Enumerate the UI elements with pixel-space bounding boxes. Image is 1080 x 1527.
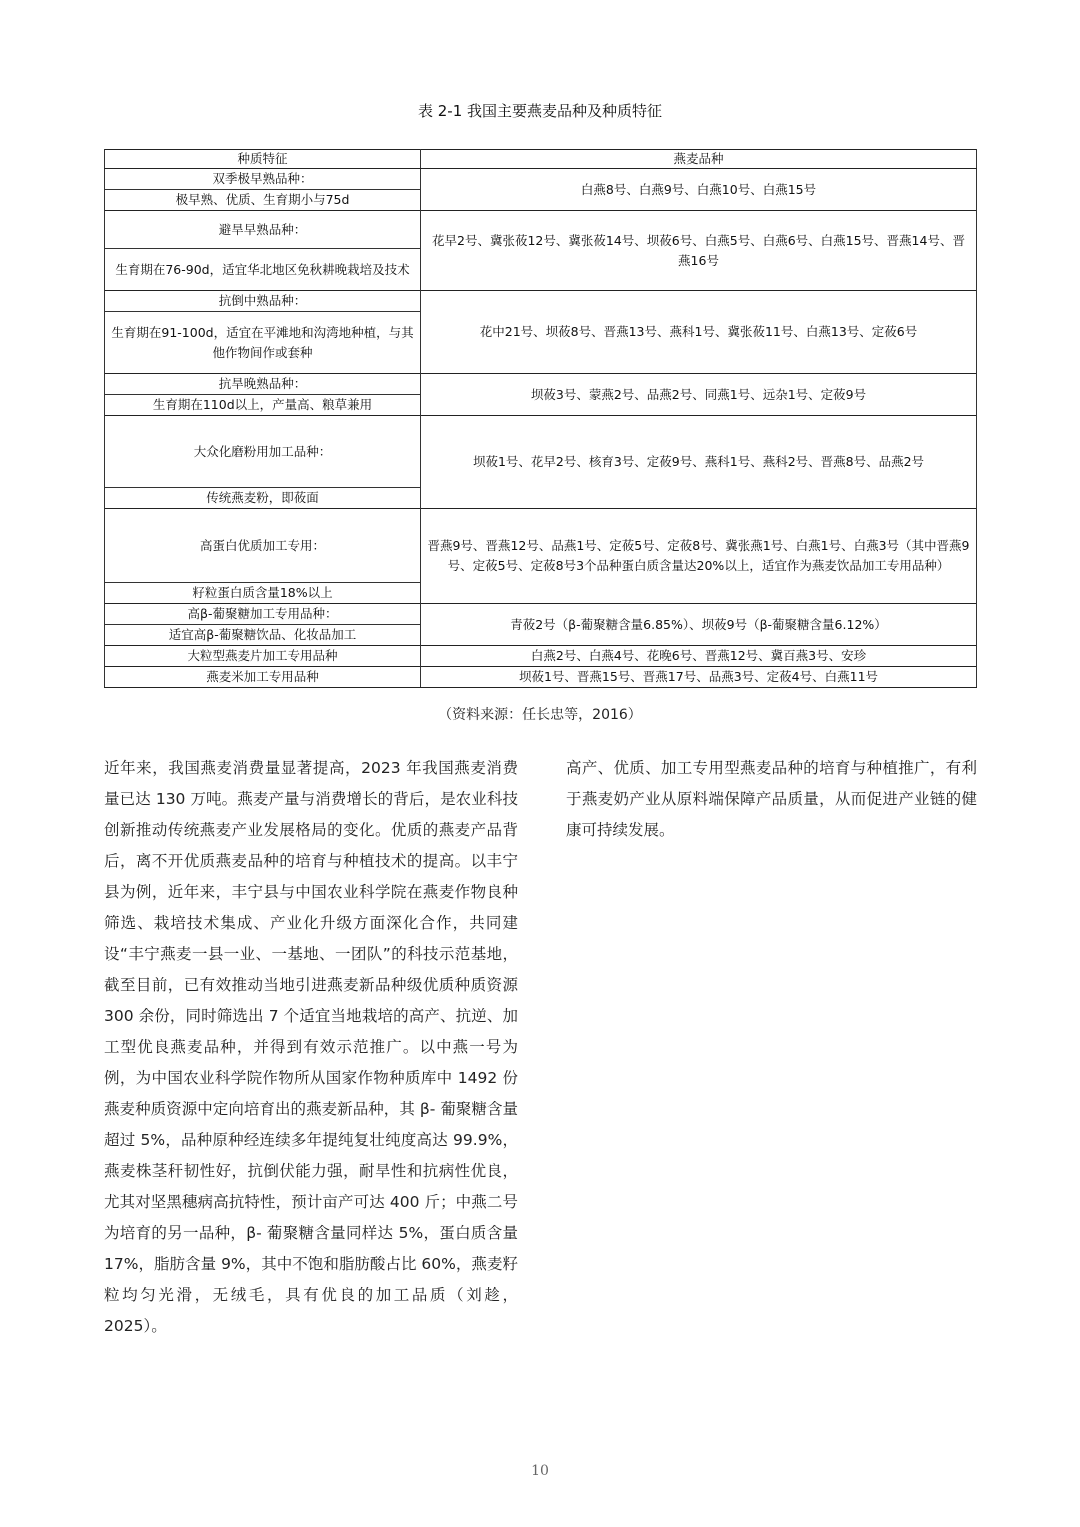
feature-cell: 高β-葡聚糖加工专用品种： (105, 604, 421, 625)
variety-cell: 坝莜1号、晋燕15号、晋燕17号、品燕3号、定莜4号、白燕11号 (421, 667, 977, 688)
feature-cell: 燕麦米加工专用品种 (105, 667, 421, 688)
variety-cell: 白燕2号、白燕4号、花晚6号、晋燕12号、冀百燕3号、安珍 (421, 646, 977, 667)
feature-cell: 抗倒中熟品种： (105, 291, 421, 312)
feature-cell: 大粒型燕麦片加工专用品种 (105, 646, 421, 667)
feature-cell: 生育期在76-90d，适宜华北地区免秋耕晚栽培及技术 (105, 249, 421, 291)
feature-cell: 大众化磨粉用加工品种： (105, 416, 421, 488)
variety-cell: 花早2号、冀张莜12号、冀张莜14号、坝莜6号、白燕5号、白燕6号、白燕15号、晋燕14号、晋燕16号 (421, 211, 977, 291)
variety-table (104, 149, 977, 688)
feature-cell: 抗旱晚熟品种： (105, 374, 421, 395)
body-paragraph: 高产、优质、加工专用型燕麦品种的培育与种植推广，有利于燕麦奶产业从原料端保障产品质量，从而促进产业链的健康可持续发展。 (566, 759, 977, 839)
table-source: （资料来源：任长忠等，2016） (438, 707, 642, 723)
feature-cell: 适宜高β-葡聚糖饮品、化妆品加工 (105, 625, 421, 646)
feature-cell: 避旱早熟品种： (105, 211, 421, 249)
header-variety: 燕麦品种 (421, 150, 977, 169)
feature-cell: 双季极早熟品种： (105, 169, 421, 190)
feature-cell: 高蛋白优质加工专用： (105, 509, 421, 583)
feature-cell: 极早熟、优质、生育期小与75d (105, 190, 421, 211)
page-number: 10 (531, 1463, 549, 1479)
feature-cell: 生育期在110d以上，产量高、粮草兼用 (105, 395, 421, 416)
variety-cell: 青莜2号（β-葡聚糖含量6.85%）、坝莜9号（β-葡聚糖含量6.12%） (421, 604, 977, 646)
variety-cell: 坝莜3号、蒙燕2号、品燕2号、同燕1号、远杂1号、定莜9号 (421, 374, 977, 416)
feature-cell: 生育期在91-100d，适宜在平滩地和沟湾地种植，与其他作物间作或套种 (105, 312, 421, 374)
feature-cell: 籽粒蛋白质含量18%以上 (105, 583, 421, 604)
feature-cell: 传统燕麦粉，即莜面 (105, 488, 421, 509)
body-right-column (566, 753, 977, 846)
variety-cell: 晋燕9号、晋燕12号、品燕1号、定莜5号、定莜8号、冀张燕1号、白燕1号、白燕3号（其中晋燕9号、定莜5号、定莜8号3个品种蛋白质含量达20%以上，适宜作为燕麦饮品加工专用品种） (421, 509, 977, 604)
header-feature: 种质特征 (105, 150, 421, 169)
variety-cell: 花中21号、坝莜8号、晋燕13号、燕科1号、冀张莜11号、白燕13号、定莜6号 (421, 291, 977, 374)
body-left-column (104, 753, 518, 1342)
body-paragraph: 近年来，我国燕麦消费量显著提高，2023 年我国燕麦消费量已达 130 万吨。燕麦产量与消费增长的背后，是农业科技创新推动传统燕麦产业发展格局的变化。优质的燕麦产品背后，离不开优质燕麦品种的培育与种植技术的提高。以丰宁县为例，近年来，丰宁县与中国农业科学院在燕麦作物良种筛选、栽培技术集成、产业化升级方面深化合作，共同建设“丰宁燕麦一县一业、一基地、一团队”的科技示范基地，截至目前，已有效推动当地引进燕麦新品种级优质种质资源 300 余份，同时筛选出 7 个适宜当地栽培的高产、抗逆、加工型优良燕麦品种，并得到有效示范推广。以中燕一号为例，为中国农业科学院作物所从国家作物种质库中 1492 份燕麦种质资源中定向培育出的燕麦新品种，其 β- 葡聚糖含量超过 5%，品种原种经连续多年提纯复壮纯度高达 99.9%，燕麦株茎秆韧性好，抗倒伏能力强，耐旱性和抗病性优良，尤其对坚黑穗病高抗特性，预计亩产可达 400 斤；中燕二号为培育的另一品种，β- 葡聚糖含量同样达 5%，蛋白质含量 17%，脂肪含量 9%，其中不饱和脂肪酸占比 60%，燕麦籽粒均匀光滑，无绒毛，具有优良的加工品质（刘趁，2025）。 (104, 759, 518, 1335)
variety-cell: 坝莜1号、花早2号、核育3号、定莜9号、燕科1号、燕科2号、晋燕8号、品燕2号 (421, 416, 977, 509)
variety-cell: 白燕8号、白燕9号、白燕10号、白燕15号 (421, 169, 977, 211)
table-title: 表 2-1 我国主要燕麦品种及种质特征 (417, 102, 663, 120)
